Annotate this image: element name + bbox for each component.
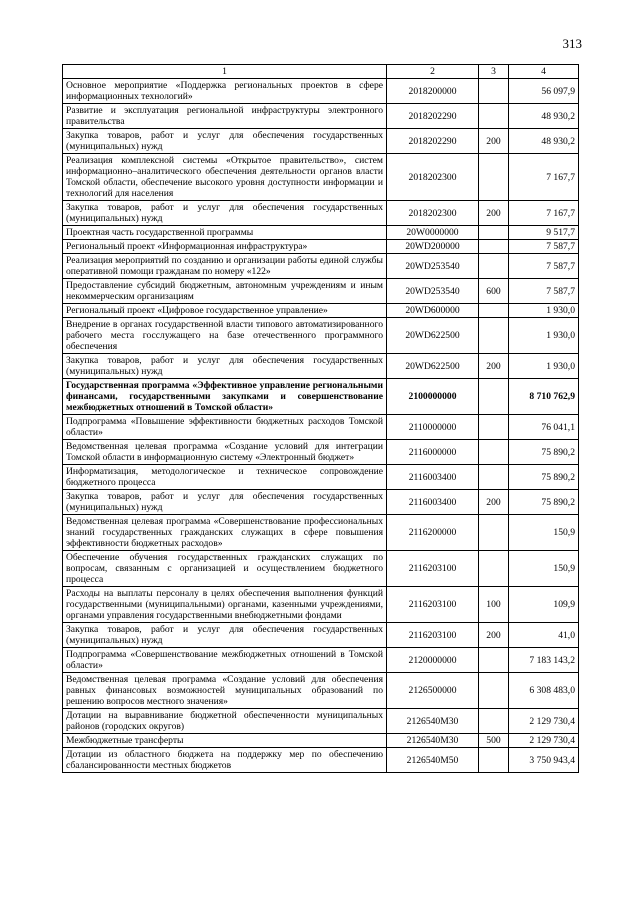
table-row — [63, 104, 579, 129]
row-code-cell: 2116003400 — [387, 490, 479, 515]
row-amount-cell: 3 750 943,4 — [509, 748, 579, 773]
row-expense-type-cell — [479, 748, 509, 773]
row-amount-cell: 8 710 762,9 — [509, 379, 579, 415]
table-row — [63, 551, 579, 587]
row-name-cell: Расходы на выплаты персоналу в целях обеспечения выполнения функций государственными (муниципальными) органами, казенными учреждениями, органами управления государственными внебюджетными фондами — [63, 587, 387, 623]
table-row — [63, 587, 579, 623]
row-amount-cell: 41,0 — [509, 623, 579, 648]
table-row — [63, 515, 579, 551]
table-row — [63, 379, 579, 415]
row-name-cell: Предоставление субсидий бюджетным, автономным учреждениям и иным некоммерческим организациям — [63, 279, 387, 304]
row-name-cell: Дотации на выравнивание бюджетной обеспеченности муниципальных районов (городских округов) — [63, 709, 387, 734]
row-amount-cell: 6 308 483,0 — [509, 673, 579, 709]
column-header-amount: 4 — [509, 65, 579, 79]
row-name-cell: Внедрение в органах государственной власти типового автоматизированного рабочего места госслужащего на базе отечественного программного обеспечения — [63, 318, 387, 354]
row-amount-cell: 7 167,7 — [509, 154, 579, 201]
row-name-cell: Закупка товаров, работ и услуг для обеспечения государственных (муниципальных) нужд — [63, 490, 387, 515]
table-row — [63, 734, 579, 748]
row-code-cell: 2116203100 — [387, 587, 479, 623]
row-expense-type-cell: 600 — [479, 279, 509, 304]
row-expense-type-cell — [479, 440, 509, 465]
table-row — [63, 490, 579, 515]
row-name-cell: Проектная часть государственной программы — [63, 226, 387, 240]
row-name-cell: Региональный проект «Информационная инфраструктура» — [63, 240, 387, 254]
row-code-cell: 2116203100 — [387, 623, 479, 648]
row-code-cell: 2018202300 — [387, 154, 479, 201]
table-row — [63, 440, 579, 465]
row-amount-cell: 56 097,9 — [509, 79, 579, 104]
row-code-cell: 2018202300 — [387, 201, 479, 226]
row-code-cell: 2116200000 — [387, 515, 479, 551]
row-expense-type-cell — [479, 379, 509, 415]
row-expense-type-cell — [479, 240, 509, 254]
table-row — [63, 415, 579, 440]
row-code-cell: 2116203100 — [387, 551, 479, 587]
row-expense-type-cell — [479, 673, 509, 709]
row-code-cell: 2018202290 — [387, 104, 479, 129]
column-header-name: 1 — [63, 65, 387, 79]
row-name-cell: Реализация комплексной системы «Открытое правительство», систем информационно–аналитического обеспечения деятельности органов власти Томской области, обеспечение высокого уровня доступности информации и технологий для населения — [63, 154, 387, 201]
row-code-cell: 2116003400 — [387, 465, 479, 490]
row-expense-type-cell: 200 — [479, 490, 509, 515]
row-amount-cell: 2 129 730,4 — [509, 709, 579, 734]
table-row — [63, 129, 579, 154]
row-name-cell: Закупка товаров, работ и услуг для обеспечения государственных (муниципальных) нужд — [63, 354, 387, 379]
row-amount-cell: 75 890,2 — [509, 490, 579, 515]
row-name-cell: Закупка товаров, работ и услуг для обеспечения государственных (муниципальных) нужд — [63, 201, 387, 226]
table-row — [63, 318, 579, 354]
row-expense-type-cell — [479, 551, 509, 587]
row-code-cell: 20WD253540 — [387, 254, 479, 279]
row-code-cell: 20WD200000 — [387, 240, 479, 254]
table-row — [63, 240, 579, 254]
row-expense-type-cell: 200 — [479, 354, 509, 379]
row-amount-cell: 7 167,7 — [509, 201, 579, 226]
table-body — [63, 79, 579, 773]
row-expense-type-cell — [479, 254, 509, 279]
row-amount-cell: 75 890,2 — [509, 465, 579, 490]
row-name-cell: Дотации из областного бюджета на поддержку мер по обеспечению сбалансированности местных бюджетов — [63, 748, 387, 773]
row-name-cell: Региональный проект «Цифровое государственное управление» — [63, 304, 387, 318]
row-name-cell: Основное мероприятие «Поддержка региональных проектов в сфере информационных технологий» — [63, 79, 387, 104]
table-row — [63, 748, 579, 773]
row-amount-cell: 7 587,7 — [509, 254, 579, 279]
row-expense-type-cell: 200 — [479, 623, 509, 648]
row-amount-cell: 150,9 — [509, 515, 579, 551]
row-code-cell: 20W0000000 — [387, 226, 479, 240]
column-header-expense-type: 3 — [479, 65, 509, 79]
row-name-cell: Межбюджетные трансферты — [63, 734, 387, 748]
row-amount-cell: 1 930,0 — [509, 354, 579, 379]
row-name-cell: Реализация мероприятий по созданию и организации работы единой службы оперативной помощи гражданам по номеру «122» — [63, 254, 387, 279]
row-expense-type-cell: 500 — [479, 734, 509, 748]
row-expense-type-cell: 200 — [479, 201, 509, 226]
row-code-cell: 2126540М30 — [387, 734, 479, 748]
row-amount-cell: 9 517,7 — [509, 226, 579, 240]
budget-table — [62, 64, 579, 773]
row-code-cell: 2116000000 — [387, 440, 479, 465]
table-header-row — [63, 65, 579, 79]
row-expense-type-cell — [479, 465, 509, 490]
row-expense-type-cell — [479, 709, 509, 734]
row-amount-cell: 7 587,7 — [509, 240, 579, 254]
table-row — [63, 254, 579, 279]
row-amount-cell: 109,9 — [509, 587, 579, 623]
table-row — [63, 279, 579, 304]
row-expense-type-cell — [479, 154, 509, 201]
row-amount-cell: 1 930,0 — [509, 318, 579, 354]
row-name-cell: Государственная программа «Эффективное управление региональными финансами, государственными закупками и совершенствование межбюджетных отношений в Томской области» — [63, 379, 387, 415]
table-row — [63, 623, 579, 648]
row-code-cell: 20WD622500 — [387, 318, 479, 354]
row-name-cell: Закупка товаров, работ и услуг для обеспечения государственных (муниципальных) нужд — [63, 623, 387, 648]
row-name-cell: Ведомственная целевая программа «Создание условий для обеспечения равных финансовых возможностей муниципальных образований по решению вопросов местного значения» — [63, 673, 387, 709]
table-row — [63, 709, 579, 734]
row-code-cell: 2120000000 — [387, 648, 479, 673]
table-row — [63, 304, 579, 318]
row-amount-cell: 1 930,0 — [509, 304, 579, 318]
row-name-cell: Подпрограмма «Совершенствование межбюджетных отношений в Томской области» — [63, 648, 387, 673]
row-code-cell: 20WD600000 — [387, 304, 479, 318]
row-name-cell: Обеспечение обучения государственных гражданских служащих по вопросам, связанным с организацией и осуществлением бюджетного процесса — [63, 551, 387, 587]
row-expense-type-cell — [479, 515, 509, 551]
row-name-cell: Ведомственная целевая программа «Совершенствование профессиональных знаний государственных гражданских служащих в сфере повышения эффективности бюджетных расходов» — [63, 515, 387, 551]
row-name-cell: Информатизация, методологическое и техническое сопровождение бюджетного процесса — [63, 465, 387, 490]
table-row — [63, 226, 579, 240]
row-expense-type-cell — [479, 226, 509, 240]
row-amount-cell: 48 930,2 — [509, 104, 579, 129]
table-row — [63, 673, 579, 709]
row-name-cell: Развитие и эксплуатация региональной инфраструктуры электронного правительства — [63, 104, 387, 129]
row-code-cell: 20WD253540 — [387, 279, 479, 304]
row-expense-type-cell: 100 — [479, 587, 509, 623]
table-row — [63, 648, 579, 673]
row-amount-cell: 7 183 143,2 — [509, 648, 579, 673]
row-expense-type-cell — [479, 415, 509, 440]
row-expense-type-cell: 200 — [479, 129, 509, 154]
table-row — [63, 154, 579, 201]
row-code-cell: 2126540М50 — [387, 748, 479, 773]
table-row — [63, 201, 579, 226]
row-code-cell: 2018202290 — [387, 129, 479, 154]
row-expense-type-cell — [479, 648, 509, 673]
row-code-cell: 20WD622500 — [387, 354, 479, 379]
row-code-cell: 2110000000 — [387, 415, 479, 440]
row-expense-type-cell — [479, 79, 509, 104]
row-expense-type-cell — [479, 104, 509, 129]
table-row — [63, 354, 579, 379]
row-code-cell: 2018200000 — [387, 79, 479, 104]
row-expense-type-cell — [479, 318, 509, 354]
page-number: 313 — [562, 36, 582, 51]
row-name-cell: Закупка товаров, работ и услуг для обеспечения государственных (муниципальных) нужд — [63, 129, 387, 154]
row-amount-cell: 7 587,7 — [509, 279, 579, 304]
row-name-cell: Ведомственная целевая программа «Создание условий для интеграции Томской области в информационную систему «Электронный бюджет» — [63, 440, 387, 465]
row-expense-type-cell — [479, 304, 509, 318]
row-code-cell: 2100000000 — [387, 379, 479, 415]
row-name-cell: Подпрограмма «Повышение эффективности бюджетных расходов Томской области» — [63, 415, 387, 440]
table-row — [63, 79, 579, 104]
table-row — [63, 465, 579, 490]
row-amount-cell: 150,9 — [509, 551, 579, 587]
row-code-cell: 2126500000 — [387, 673, 479, 709]
row-code-cell: 2126540М30 — [387, 709, 479, 734]
row-amount-cell: 75 890,2 — [509, 440, 579, 465]
column-header-code: 2 — [387, 65, 479, 79]
row-amount-cell: 76 041,1 — [509, 415, 579, 440]
row-amount-cell: 48 930,2 — [509, 129, 579, 154]
row-amount-cell: 2 129 730,4 — [509, 734, 579, 748]
